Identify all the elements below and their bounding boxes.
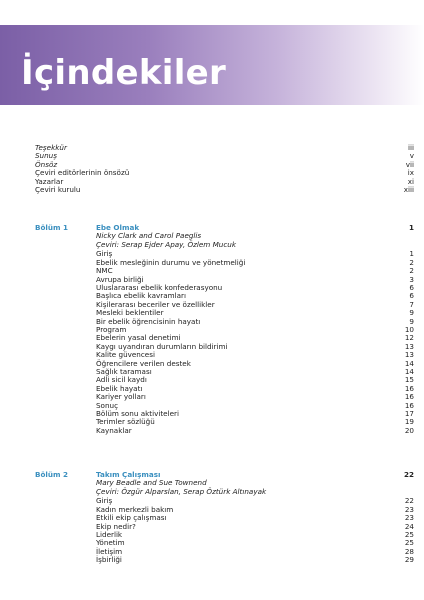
toc-entry-page: 13	[404, 350, 414, 360]
toc-entry-page: iii	[408, 143, 414, 152]
chapter-translators	[35, 487, 414, 496]
toc-entry-title: Ekip nedir?	[96, 521, 136, 531]
chapter-label: Bölüm 1	[35, 223, 68, 232]
toc-entry-page: 29	[404, 555, 414, 565]
toc-entry-page: 28	[404, 546, 414, 556]
toc-entry-page: 14	[404, 367, 414, 376]
toc-entry-title: Adli sicil kaydı	[96, 375, 147, 385]
toc-entry-title: İşbirliği	[96, 555, 122, 565]
toc-entry-page: vii	[405, 159, 414, 169]
toc-entry-title: Bölüm sonu aktiviteleri	[96, 409, 179, 418]
toc-entry-title: Yönetim	[96, 538, 125, 548]
chapter-authors-text: Nicky Clark and Carol Paeglis	[96, 231, 202, 241]
toc-entry-page: 7	[409, 299, 414, 309]
toc-entry-title: Terimler sözlüğü	[96, 417, 155, 427]
chapter-translators-text: Çeviri: Serap Ejder Apay, Özlem Mucuk	[96, 239, 237, 249]
toc-entry-page: 25	[404, 538, 414, 548]
toc-entry-page: xiii	[403, 185, 414, 194]
toc-entry-page: 19	[404, 417, 414, 427]
toc-entry-page: 2	[409, 266, 414, 276]
chapter-page: 22	[403, 470, 414, 479]
toc-entry-page: 6	[409, 291, 414, 301]
toc-entry-page: 2	[409, 257, 414, 267]
toc-entry-title: Kişilerarası beceriler ve özellikler	[96, 299, 215, 309]
toc-entry-title: Etkili ekip çalışması	[96, 513, 167, 523]
toc-entry[interactable]	[35, 185, 414, 194]
toc-entry-title: Yazarlar	[35, 176, 64, 186]
toc-entry-title: Teşekkür	[35, 143, 67, 152]
chapter-label: Bölüm 2	[35, 470, 68, 479]
toc-entry-title: Öğrencilere verilen destek	[96, 358, 191, 368]
toc-entry-title: Sonuç	[96, 400, 119, 410]
toc-entry-page: 14	[404, 358, 414, 368]
toc-entry-title: Kaygı uyandıran durumların bildirimi	[96, 341, 228, 351]
toc-entry-page: 16	[404, 383, 414, 393]
toc-entry-title: Sunuş	[35, 151, 57, 161]
toc-entry-page: 15	[404, 375, 414, 385]
chapter-title: Takım Çalışması	[96, 470, 161, 479]
chapter-translators-text: Çeviri: Özgür Alparslan, Serap Öztürk Altınayak	[96, 486, 267, 496]
toc-entry-page: 12	[404, 333, 414, 343]
toc-entry-title: Avrupa birliği	[96, 274, 144, 284]
toc-entry-title: NMC	[96, 266, 113, 276]
toc-entry-page: 16	[404, 392, 414, 402]
toc-entry-page: 23	[404, 504, 414, 514]
toc-entry-title: İletişim	[96, 546, 123, 556]
toc-entry-title: Mesleki beklentiler	[96, 308, 164, 318]
toc-entry-title: Giriş	[96, 249, 113, 259]
toc-entry-title: Kalite güvencesi	[96, 350, 155, 360]
toc-entry-page: 20	[404, 425, 414, 435]
page-title: İçindekiler	[21, 53, 227, 93]
toc-entry-page: 24	[404, 521, 414, 531]
chapter-translators	[35, 240, 414, 249]
toc-entry-page: 1	[409, 249, 414, 259]
toc-entry-page: xi	[407, 176, 414, 186]
toc-entry-page: 17	[404, 409, 414, 418]
toc-entry-page: 6	[409, 283, 414, 292]
toc-entry-page: 22	[404, 496, 414, 506]
toc-entry-title: Ebelik hayatı	[96, 383, 143, 393]
toc-entry-title: Program	[96, 325, 127, 334]
toc-entry-title: Giriş	[96, 496, 113, 506]
toc-entry-title: Sağlık taraması	[96, 367, 152, 376]
toc-entry-title: Ebelerin yasal denetimi	[96, 333, 181, 343]
toc-entry-title: Çeviri kurulu	[35, 185, 81, 194]
toc-entry-title: Liderlik	[96, 530, 123, 539]
toc-entry-title: Ebelik mesleğinin durumu ve yönetmeliği	[96, 257, 246, 267]
header-banner	[0, 25, 424, 105]
toc-entry-page: 13	[404, 341, 414, 351]
toc-entry-page: v	[409, 151, 414, 161]
toc-entry-page: 3	[409, 274, 414, 284]
toc-entry-page: 23	[404, 513, 414, 523]
toc-entry-page: 25	[404, 530, 414, 539]
toc-entry-page: 10	[404, 325, 414, 334]
chapter-title: Ebe Olmak	[96, 223, 140, 232]
toc-entry-page: 9	[409, 316, 414, 326]
chapter-authors-text: Mary Beadle and Sue Townend	[96, 478, 207, 488]
toc-entry-title: Önsöz	[35, 159, 58, 169]
toc-entry[interactable]	[35, 426, 414, 435]
toc-entry-title: Uluslararası ebelik konfederasyonu	[96, 283, 223, 292]
toc-entry-title: Çeviri editörlerinin önsözü	[35, 168, 130, 178]
chapter-page: 1	[408, 223, 414, 232]
toc-entry-title: Başlıca ebelik kavramları	[96, 291, 186, 301]
toc-entry-page: 9	[409, 308, 414, 318]
toc-entry-title: Kaynaklar	[96, 425, 132, 435]
toc-entry[interactable]	[35, 555, 414, 564]
toc-entry-title: Kariyer yolları	[96, 392, 146, 402]
toc-entry-title: Bir ebelik öğrencisinin hayatı	[96, 316, 201, 326]
toc-entry-title: Kadın merkezli bakım	[96, 504, 174, 514]
toc-entry-page: ix	[407, 168, 414, 178]
toc-entry-page: 16	[404, 400, 414, 410]
